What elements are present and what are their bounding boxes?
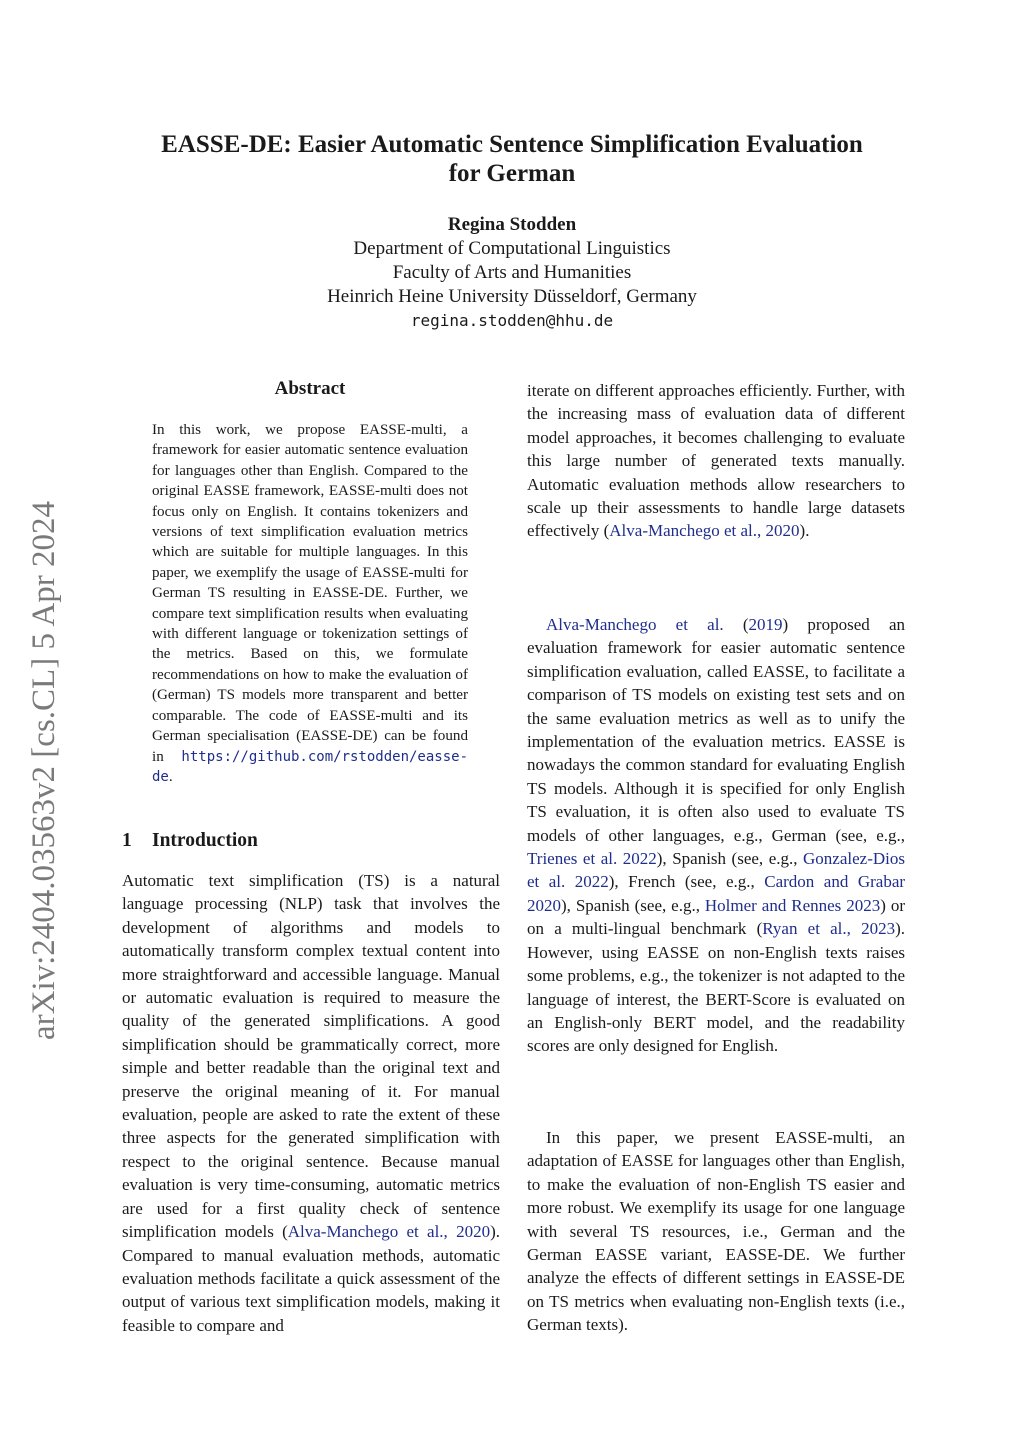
citation-link[interactable]: Alva-Manchego et al., 2020 bbox=[287, 1222, 491, 1242]
abstract-text: In this work, we propose EASSE-multi, a framework for easier automatic sentence evaluation for languages other than English. Compared to the original EASSE framework, EASSE-multi does not focus only on English. It contains tokenizers and versions of text simplification evaluation metrics which are suitable for multiple languages. In this paper, we exemplify the usage of EASSE-multi for German TS resulting in EASSE-DE. Further, we compare text simplification results when evaluating with different language or tokenization settings of the metrics. Based on this, we formulate recommendations on how to make the evaluation of (German) TS models more transparent and better comparable. The code of EASSE-multi and its German specialisation (EASSE-DE) can be found in bbox=[152, 422, 468, 765]
right-column-para-3 bbox=[527, 1126, 905, 1337]
citation-link[interactable]: Gonzalez-Dios et al. 2022 bbox=[527, 849, 905, 892]
citation-link[interactable]: Cardon and Grabar 2020 bbox=[527, 872, 906, 915]
citation-link[interactable]: Holmer and Rennes 2023 bbox=[704, 895, 881, 915]
right-column-para-1 bbox=[527, 379, 905, 543]
intro-paragraph-continued bbox=[527, 379, 905, 543]
intro-text-1: Automatic text simplification (TS) is a natural language processing (NLP) task that involves the development of algorithms and models to automatically transform complex textual content into more straightforward and accessible language. Manual or automatic evaluation is required to measure the quality of the generated simplifications. A good simplification should be grammatically correct, more simple and better readable than the original text and preserve the original meaning of it. For manual evaluation, people are asked to rate the extent of these three aspects for the generated simplification with respect to the original sentence. Because manual evaluation is very time-consuming, automatic metrics are used for a first quality check of sentence simplification models ( bbox=[122, 871, 500, 1242]
section-title: Introduction bbox=[152, 830, 258, 851]
code-link[interactable]: https://github.com/rstodden/easse-de bbox=[152, 748, 468, 785]
intro-paragraph-2: Alva-Manchego et al. (2019) proposed an evaluation framework for easier automatic sentence simplification evaluation, called EASSE, to facilitate a comparison of TS models on existing test sets and on the same evaluation metrics as well as to unify the implementation of the evaluation metrics. EASSE is nowadays the common standard for evaluating English TS models. Although it is specified for only English TS evaluation, it is often also used to evaluate TS models of other languages, e.g., German (see, e.g., Trienes et al. 2022), Spanish (see, e.g., Gonzalez-Dios et al. 2022), French (see, e.g., Cardon and Grabar 2020), Spanish (see, e.g., Holmer and Rennes 2023) or on a multi-lingual benchmark (Ryan et al., 2023). However, using EASSE on non-English texts raises some problems, e.g., the tokenizer is not adapted to the language of interest, the BERT-Score is evaluated on an English-only BERT model, and the readability scores are only designed for English. bbox=[527, 615, 906, 1056]
section-number: 1 bbox=[122, 830, 132, 851]
intro-right-text-2c: ), French (see, e.g., bbox=[608, 872, 755, 892]
right-column-para-2 bbox=[527, 613, 905, 1058]
title-line-1: EASSE-DE: Easier Automatic Sentence Simplification Evaluation bbox=[161, 131, 863, 158]
title-line-2: for German bbox=[448, 160, 576, 187]
intro-paragraph-3: In this paper, we present EASSE-multi, an adaptation of EASSE for languages other than English, to make the evaluation of non-English TS easier and more robust. We exemplify its usage for one language with several TS resources, i.e., German and the German EASSE variant, EASSE-DE. We further analyze the effects of different settings in EASSE-DE on TS metrics when evaluating non-English texts (i.e., German texts). bbox=[527, 1128, 905, 1335]
intro-text-1-end: ). Compared to manual evaluation methods, automatic evaluation methods facilitate a quick assessment of the output of various text simplification models, making it feasible to compare and bbox=[122, 1222, 500, 1335]
abstract-end: . bbox=[168, 768, 173, 785]
author-email[interactable]: regina.stodden@hhu.de bbox=[410, 311, 614, 330]
citation-link[interactable]: Alva-Manchego et al. bbox=[546, 615, 724, 634]
author-name: Regina Stodden bbox=[447, 214, 577, 235]
citation-link[interactable]: Alva-Manchego et al., 2020 bbox=[609, 521, 800, 541]
citation-link[interactable]: Ryan et al., 2023 bbox=[762, 919, 896, 939]
citation-year-link[interactable]: 2019 bbox=[748, 615, 783, 634]
intro-right-text-2a: ) proposed an evaluation framework for easier automatic sentence simplification evaluation, called EASSE, to facilitate a comparison of TS models on existing test sets and on the same evaluation metrics as well as to unify the implementation of the evaluation metrics. EASSE is nowadays the common standard for evaluating English TS models. Although it is specified for only English TS evaluation, it is often also used to evaluate TS models of other languages, e.g., German (see, e.g., bbox=[527, 615, 905, 845]
author-faculty: Faculty of Arts and Humanities bbox=[392, 262, 632, 283]
citation-link[interactable]: Trienes et al. 2022 bbox=[527, 849, 657, 869]
intro-right-text-2e: ) or on a multi-lingual benchmark ( bbox=[527, 895, 905, 939]
author-university: Heinrich Heine University Düsseldorf, Germany bbox=[327, 286, 697, 307]
intro-right-text-2d: ), Spanish (see, e.g., bbox=[561, 895, 700, 915]
intro-right-text-1: iterate on different approaches efficiently. Further, with the increasing mass of evaluation data of different model approaches, it becomes challenging to evaluate this large number of generated texts manually. Automatic evaluation methods allow researchers to scale up their assessments to handle large datasets effectively ( bbox=[527, 381, 905, 541]
section-heading bbox=[122, 830, 258, 852]
abstract-body bbox=[152, 420, 468, 787]
author-department: Department of Computational Linguistics bbox=[353, 238, 671, 259]
arxiv-identifier: arXiv:2404.03563v2 [cs.CL] 5 Apr 2024 bbox=[26, 501, 62, 1040]
intro-right-text-1-end: ). bbox=[799, 521, 810, 541]
left-column bbox=[122, 869, 500, 1337]
abstract-heading: Abstract bbox=[274, 378, 346, 399]
intro-paragraph-1 bbox=[122, 869, 500, 1337]
author-block bbox=[200, 213, 824, 333]
intro-right-text-2f: ). However, using EASSE on non-English texts raises some problems, e.g., the tokenizer is not adapted to the language of interest, the BERT-Score is evaluated on an English-only BERT model, and the readability scores are only designed for English. bbox=[527, 919, 905, 1056]
intro-right-text-2b: ), Spanish (see, e.g., bbox=[656, 849, 798, 869]
paper-title bbox=[100, 130, 924, 188]
